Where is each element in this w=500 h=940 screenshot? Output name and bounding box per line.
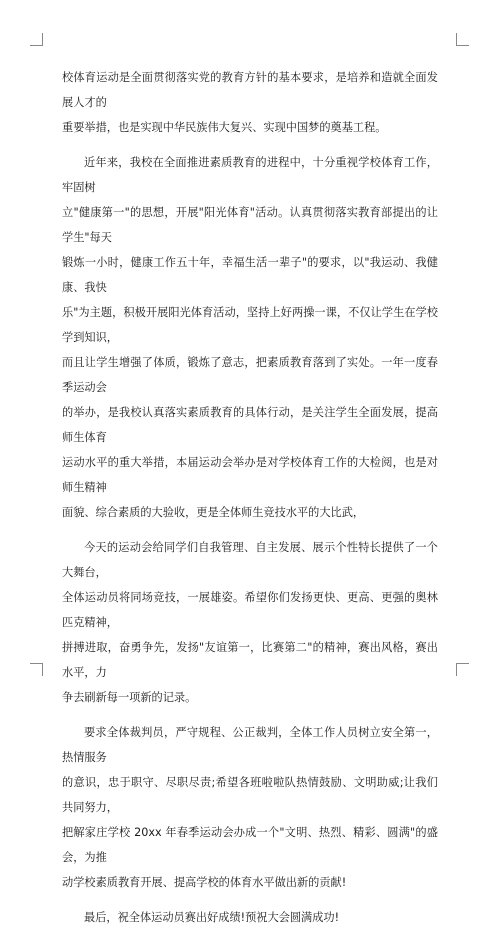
crop-mark-bottom-left [30,663,43,676]
text-line: 全体运动员将同场竞技，一展雄姿。希望你们发扬更快、更高、更强的奥林匹克精神， [62,591,438,629]
text-line: 拼搏进取，奋勇争先，发扬"友谊第一，比赛第二"的精神，赛出风格，赛出水平，力 [62,641,438,679]
text-line: 运动水平的重大举措，本届运动会举办是对学校体育工作的大检阅，也是对师生精神 [62,456,438,494]
text-line: 最后，祝全体运动员赛出好成绩!预祝大会圆满成功! [84,911,340,924]
document-body [62,65,438,940]
text-line: 争去刷新每一项新的记录。 [62,691,197,704]
crop-mark-top-left [30,33,43,46]
crop-mark-bottom-right [456,663,469,676]
text-line: 立"健康第一"的思想，开展"阳光体育"活动。认真贯彻落实教育部提出的让学生"每天 [62,206,438,244]
text-line: 乐"为主题，积极开展阳光体育活动，坚持上好两操一课，不仅让学生在学校学到知识， [62,306,438,344]
paragraph-1 [62,65,438,140]
paragraph-2 [62,150,438,525]
text-line: 要求全体裁判员，严守规程、公正裁判，全体工作人员树立安全第一，热情服务 [62,726,438,764]
text-line: 锻炼一小时，健康工作五十年，幸福生活一辈子"的要求，以"我运动、我健康、我快 [62,256,438,294]
text-line: 的意识，忠于职守、尽职尽责;希望各班啦啦队热情鼓励、文明助威;让我们共同努力， [62,776,438,814]
text-line: 面貌、综合素质的大验收，更是全体师生竞技水平的大比武， [62,506,365,519]
text-line: 动学校素质教育开展、提高学校的体育水平做出新的贡献! [62,876,347,889]
crop-mark-top-right [456,33,469,46]
text-line: 今天的运动会给同学们自我管理、自主发展、展示个性特长提供了一个大舞台， [62,541,438,579]
paragraph-4 [62,720,438,895]
text-line: 的举办，是我校认真落实素质教育的具体行动，是关注学生全面发展，提高师生体育 [62,406,438,444]
text-line: 重要举措，也是实现中华民族伟大复兴、实现中国梦的奠基工程。 [62,121,387,134]
text-line: 而且让学生增强了体质，锻炼了意志，把素质教育落到了实处。一年一度春季运动会 [62,356,438,394]
text-line: 近年来，我校在全面推进素质教育的进程中，十分重视学校体育工作，牢固树 [62,156,438,194]
paragraph-5 [62,905,438,930]
text-line: 校体育运动是全面贯彻落实党的教育方针的基本要求，是培养和造就全面发展人才的 [62,71,438,109]
paragraph-3 [62,535,438,710]
text-line: 把解家庄学校 20xx 年春季运动会办成一个"文明、热烈、精彩、圆满"的盛会，为推 [62,826,438,864]
